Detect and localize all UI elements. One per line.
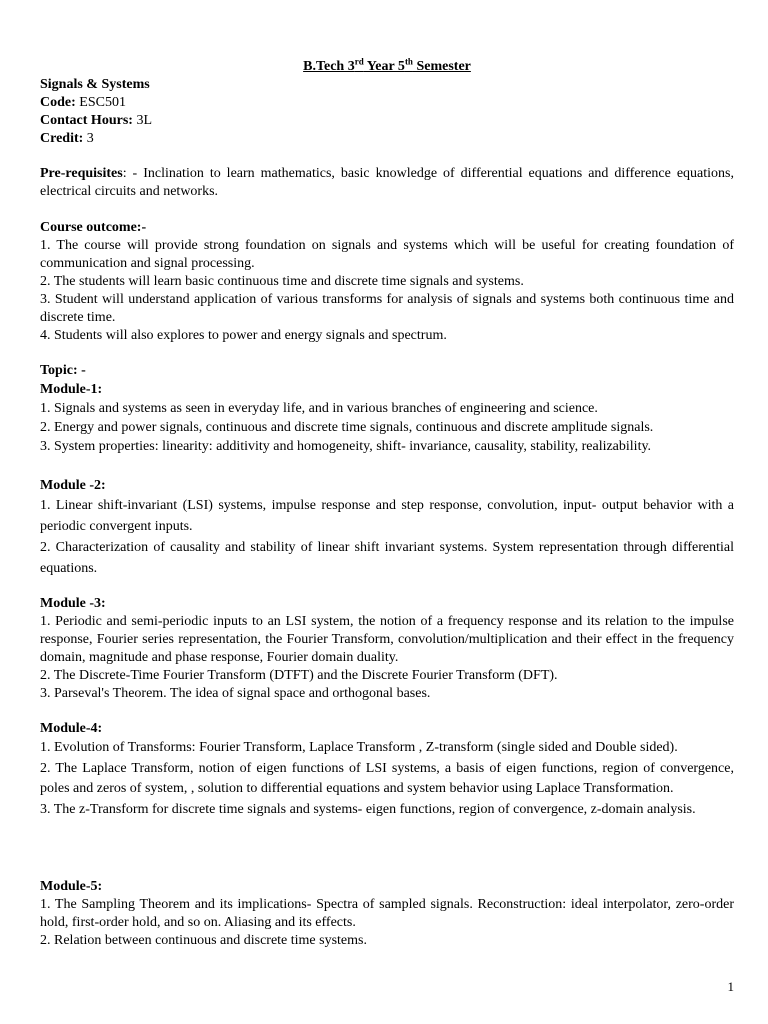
module-3 bbox=[40, 595, 734, 703]
page-title: B.Tech 3rd Year 5th Semester bbox=[303, 56, 471, 74]
course-outcome bbox=[40, 219, 734, 345]
credit: Credit: 3 bbox=[40, 131, 94, 146]
module-item: 2. The Discrete-Time Fourier Transform (DTFT) and the Discrete Fourier Transform (DFT). bbox=[40, 668, 558, 683]
outcome-item: 3. Student will understand application of various transforms for analysis of signals and systems both continuous time and discrete time. bbox=[40, 292, 734, 325]
outcome-item: 2. The students will learn basic continuous time and discrete time signals and systems. bbox=[40, 274, 524, 289]
course-info bbox=[40, 76, 734, 148]
module-item: 3. System properties: linearity: additivity and homogeneity, shift- invariance, causality, stability, realizability. bbox=[40, 439, 652, 454]
outcome-item: 1. The course will provide strong foundation on signals and systems which will be useful for creating foundation of communication and signal processing. bbox=[40, 238, 734, 271]
module-4 bbox=[40, 720, 734, 820]
contact-hours: Contact Hours: 3L bbox=[40, 113, 152, 128]
module-item: 2. The Laplace Transform, notion of eigen functions of LSI systems, a basis of eigen functions, region of convergence, poles and zeros of system, , solution to differential equations and system behavior using Laplace Transformation. bbox=[40, 760, 734, 796]
module-heading: Module -2: bbox=[40, 478, 106, 493]
module-1 bbox=[40, 380, 734, 456]
outcome-heading: Course outcome:- bbox=[40, 220, 147, 235]
module-heading: Module-5: bbox=[40, 879, 103, 894]
module-item: 1. Linear shift-invariant (LSI) systems, impulse response and step response, convolution, input- output behavior with a periodic convergent inputs. bbox=[40, 498, 734, 534]
outcome-item: 4. Students will also explores to power and energy signals and spectrum. bbox=[40, 328, 447, 343]
course-name: Signals & Systems bbox=[40, 77, 150, 92]
module-item: 2. Relation between continuous and discrete time systems. bbox=[40, 933, 367, 948]
module-item: 1. The Sampling Theorem and its implications- Spectra of sampled signals. Reconstruction: ideal interpolator, zero-order hold, first-order hold, and so on. Aliasing and its effects. bbox=[40, 897, 734, 930]
module-heading: Module -3: bbox=[40, 596, 106, 611]
module-heading: Module-1: bbox=[40, 382, 103, 397]
prerequisites: Pre-requisites: - Inclination to learn mathematics, basic knowledge of differential equations and difference equations, electrical circuits and networks. bbox=[40, 166, 734, 199]
module-item: 2. Energy and power signals, continuous and discrete time signals, continuous and discrete amplitude signals. bbox=[40, 420, 654, 435]
topic-heading: Topic: - bbox=[40, 363, 86, 378]
module-2 bbox=[40, 477, 734, 579]
module-item: 3. Parseval's Theorem. The idea of signal space and orthogonal bases. bbox=[40, 686, 431, 701]
page-number: 1 bbox=[727, 979, 734, 994]
course-code: Code: ESC501 bbox=[40, 95, 126, 110]
module-item: 1. Evolution of Transforms: Fourier Transform, Laplace Transform , Z-transform (single sided and Double sided). bbox=[40, 740, 678, 755]
module-item: 1. Periodic and semi-periodic inputs to an LSI system, the notion of a frequency response and its relation to the impulse response, Fourier series representation, the Fourier Transform, convolution/multiplication and their effect in the frequency domain, magnitude and phase response, Fourier domain duality. bbox=[40, 614, 734, 665]
module-heading: Module-4: bbox=[40, 721, 103, 736]
module-item: 3. The z-Transform for discrete time signals and systems- eigen functions, region of convergence, z-domain analysis. bbox=[40, 801, 696, 817]
module-item: 1. Signals and systems as seen in everyday life, and in various branches of engineering and science. bbox=[40, 401, 598, 416]
module-5 bbox=[40, 878, 734, 950]
module-item: 2. Characterization of causality and stability of linear shift invariant systems. System representation through differential equations. bbox=[40, 540, 734, 576]
